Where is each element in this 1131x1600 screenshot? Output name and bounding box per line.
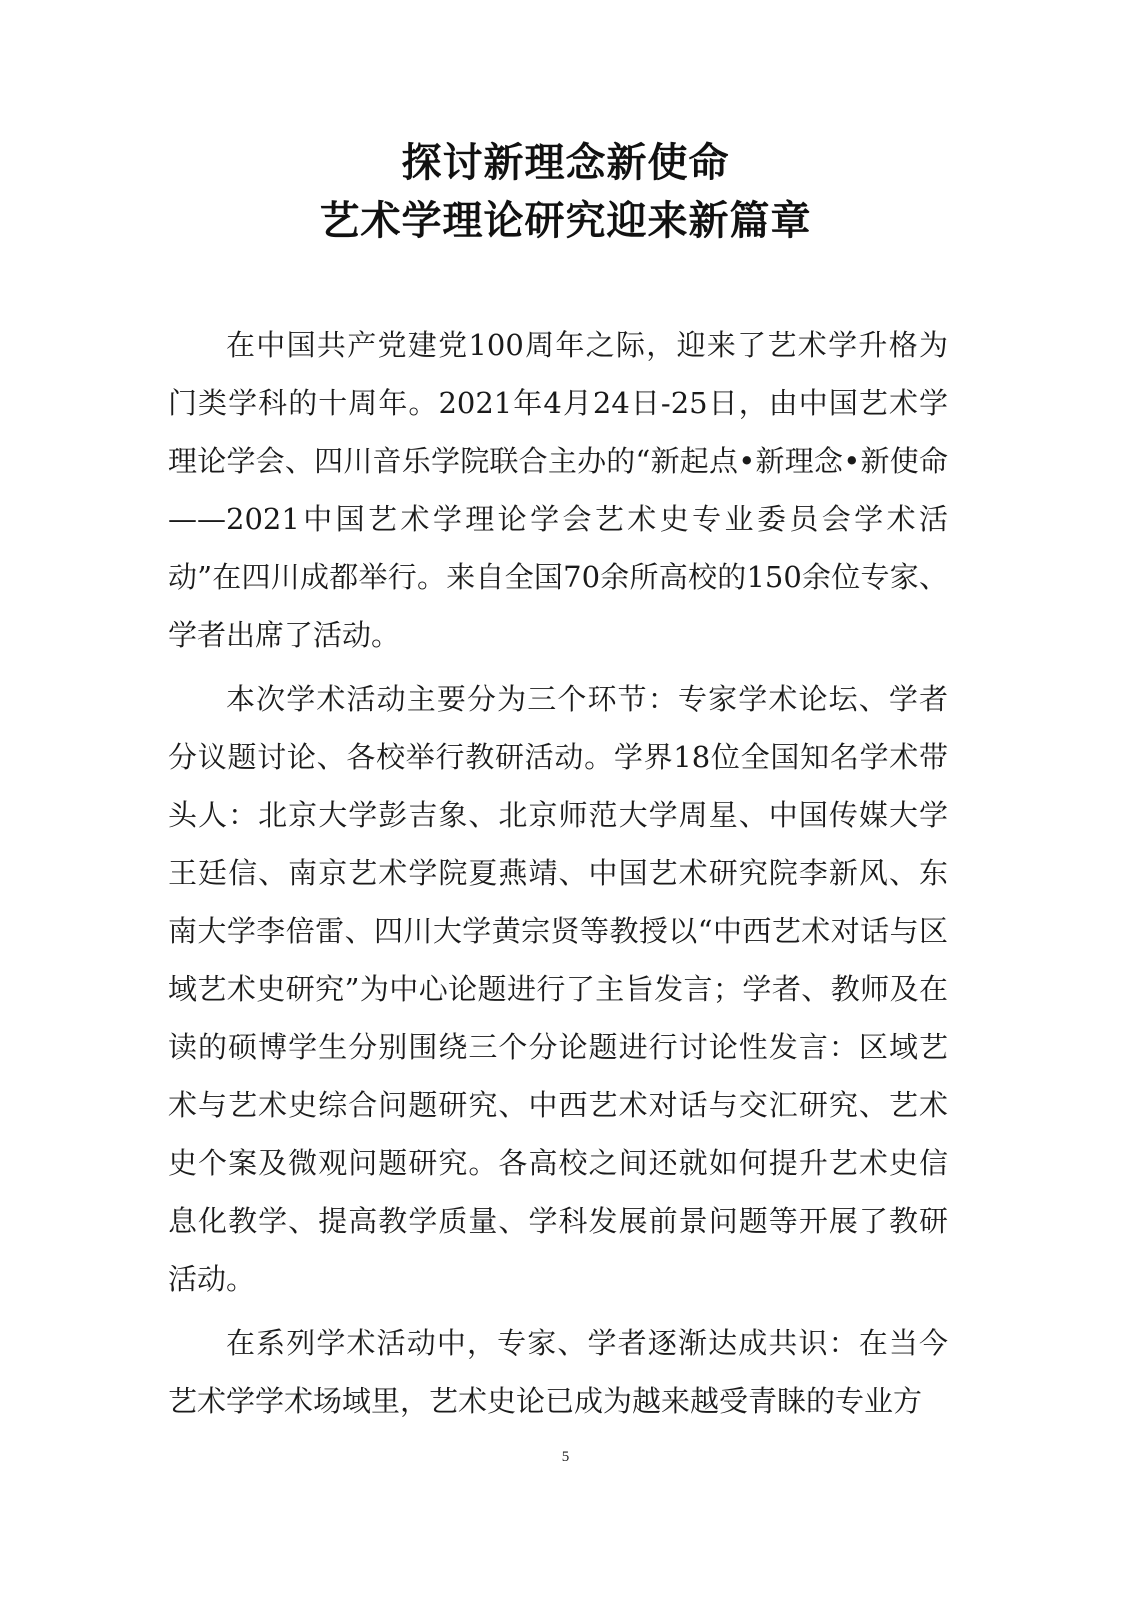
title-block [0,134,1131,250]
article-body [168,316,948,1436]
paragraph-3: 在系列学术活动中，专家、学者逐渐达成共识：在当今艺术学学术场域里，艺术史论已成为越来越受青睐的专业方 [168,1326,948,1418]
title-line-1: 探讨新理念新使命 [401,140,730,186]
paragraph-2: 本次学术活动主要分为三个环节：专家学术论坛、学者分议题讨论、各校举行教研活动。学界18位全国知名学术带头人：北京大学彭吉象、北京师范大学周星、中国传媒大学王廷信、南京艺术学院夏燕靖、中国艺术研究院李新风、东南大学李倍雷、四川大学黄宗贤等教授以“中西艺术对话与区域艺术史研究”为中心论题进行了主旨发言；学者、教师及在读的硕博学生分别围绕三个分论题进行讨论性发言：区域艺术与艺术史综合问题研究、中西艺术对话与交汇研究、艺术史个案及微观问题研究。各高校之间还就如何提升艺术史信息化教学、提高教学质量、学科发展前景问题等开展了教研活动。 [168,682,948,1296]
paragraph-1: 在中国共产党建党100周年之际，迎来了艺术学升格为门类学科的十周年。2021年4月24日-25日，由中国艺术学理论学会、四川音乐学院联合主办的“新起点•新理念•新使命——2021中国艺术学理论学会艺术史专业委员会学术活动”在四川成都举行。来自全国70余所高校的150余位专家、学者出席了活动。 [168,328,948,652]
title-line-2: 艺术学理论研究迎来新篇章 [319,198,812,244]
page-number: 5 [561,1449,570,1465]
